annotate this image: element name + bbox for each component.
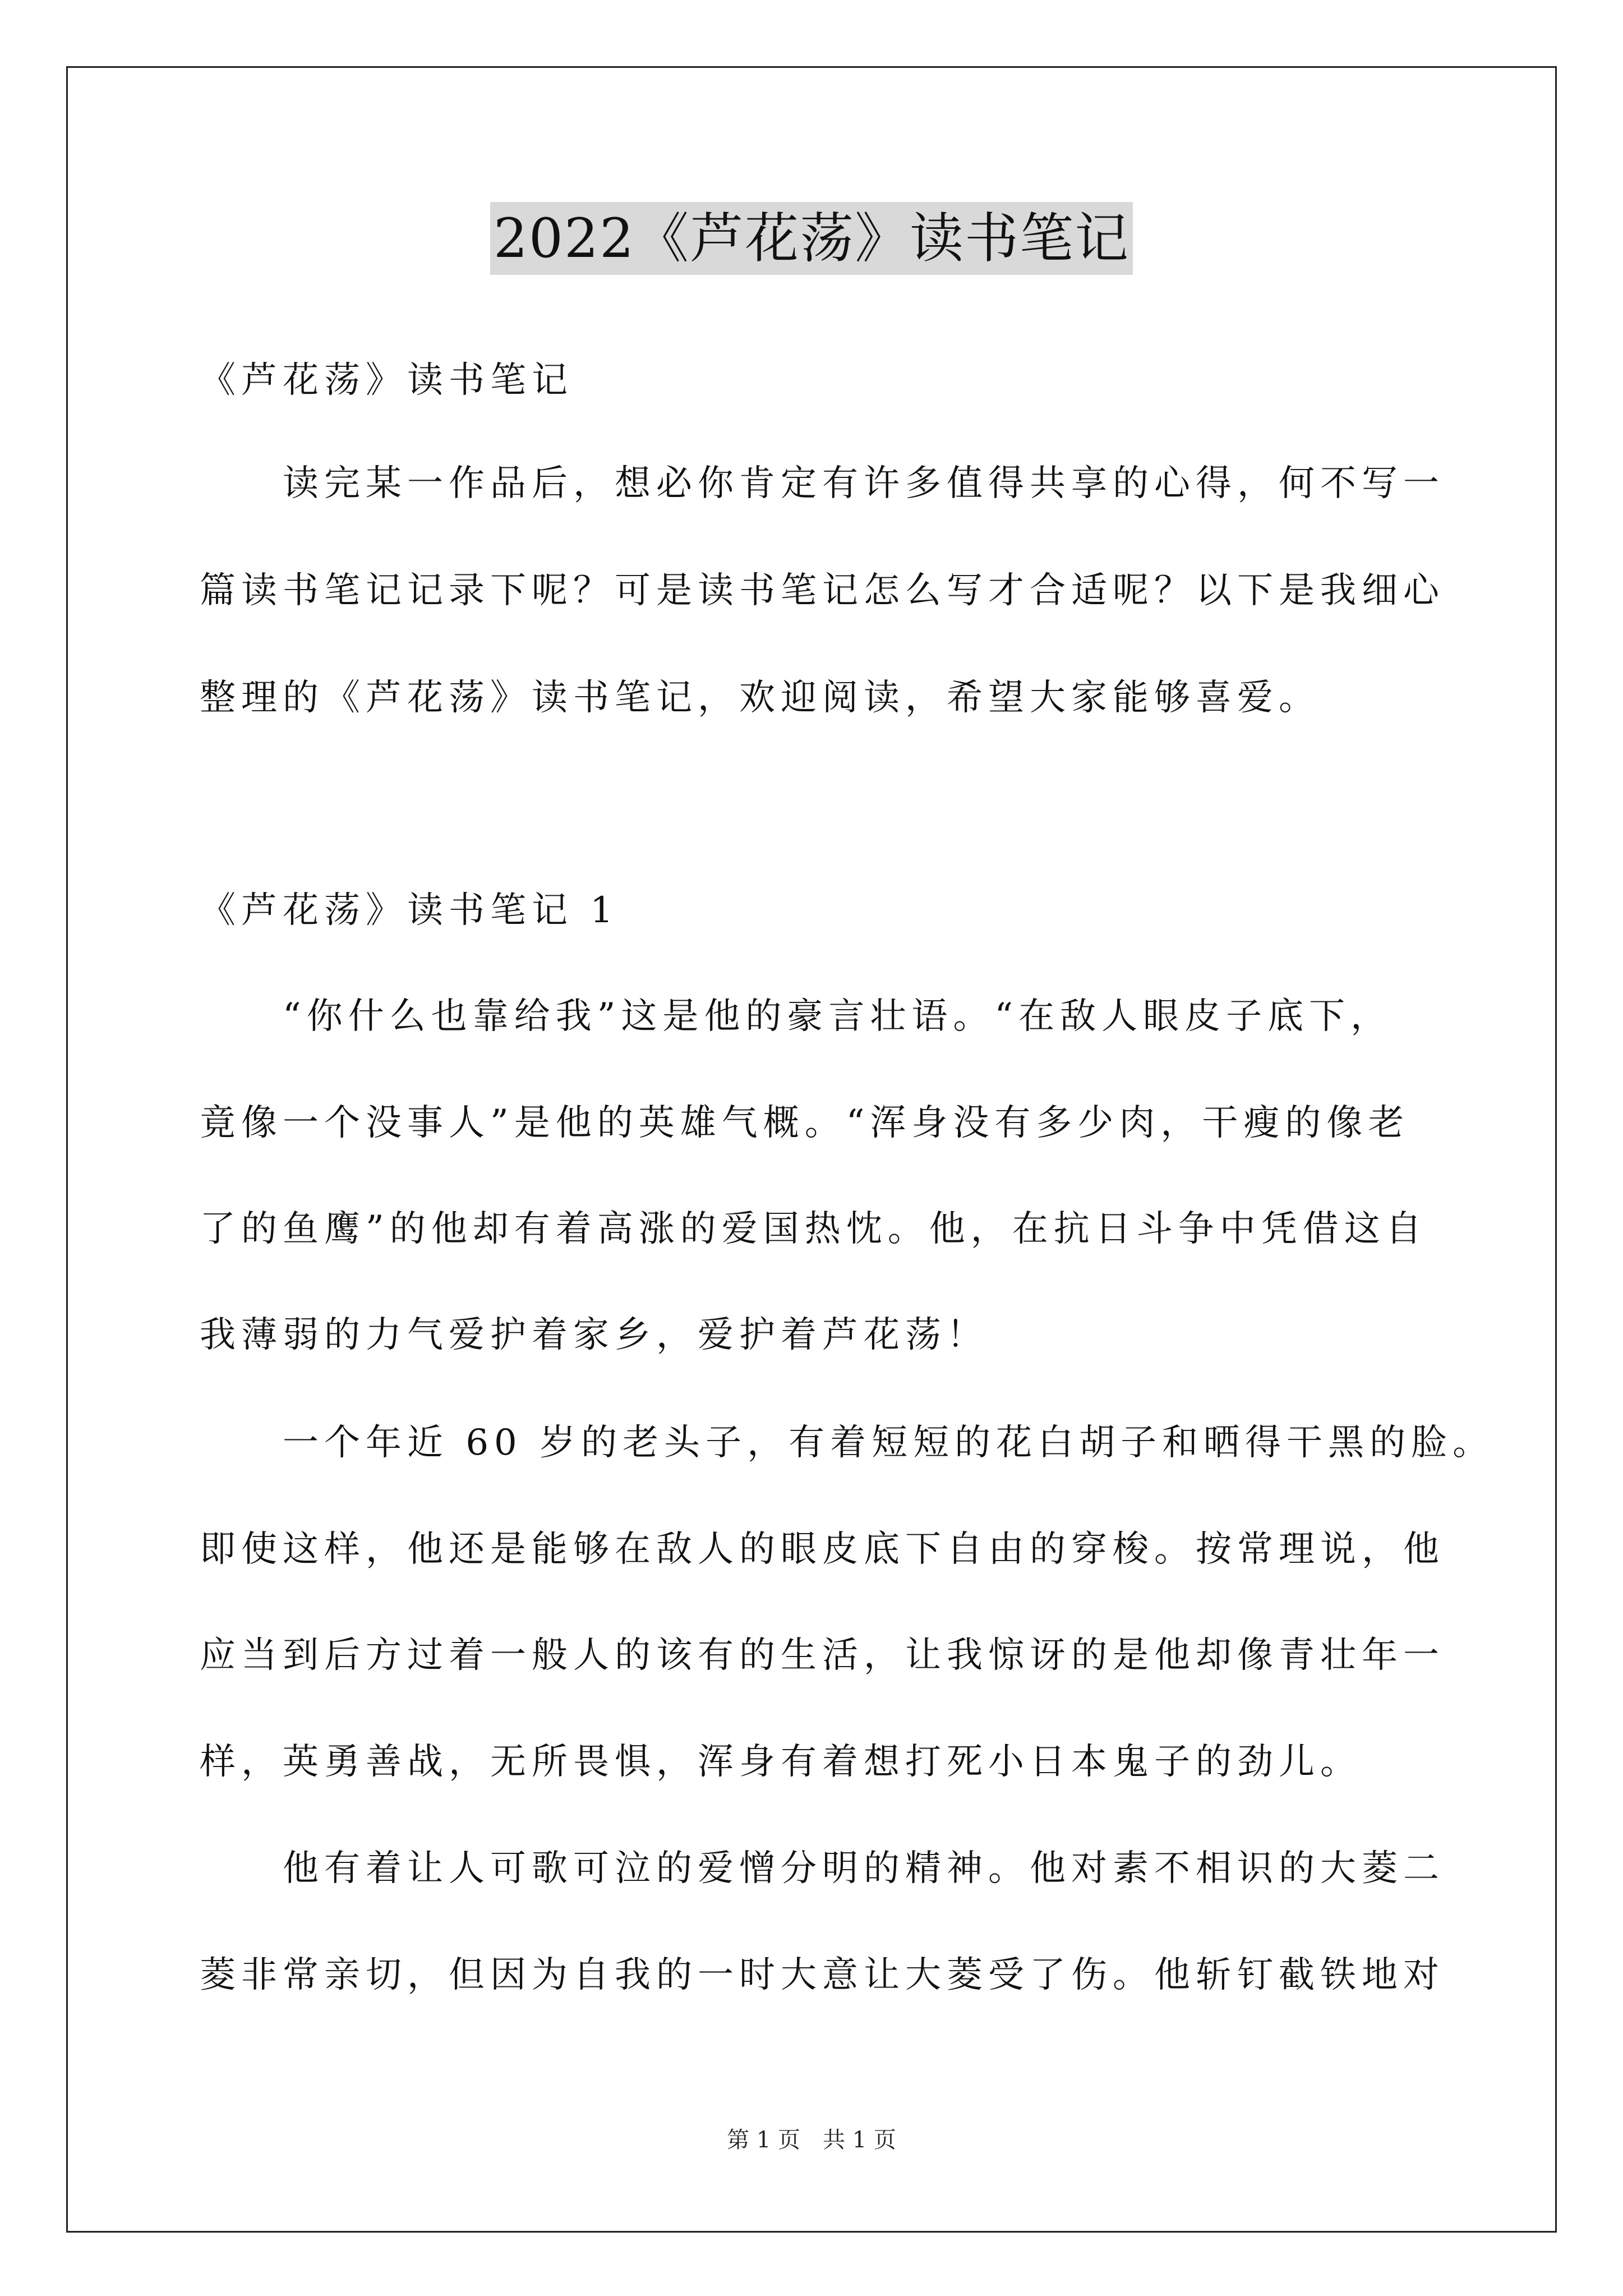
intro-line: 整理的《芦花荡》读书笔记，欢迎阅读，希望大家能够喜爱。 [200, 677, 1320, 719]
body-line: “你什么也靠给我”这是他的豪言壮语。“在敌人眼皮子底下， [200, 996, 1393, 1037]
page-footer: 第 1 页 共 1 页 [727, 2127, 896, 2153]
body-line: 样，英勇善战，无所畏惧，浑身有着想打死小日本鬼子的劲儿。 [200, 1741, 1362, 1783]
subheading: 《芦花荡》读书笔记 [200, 360, 573, 401]
body-line: 一个年近 60 岁的老头子，有着短短的花白胡子和晒得干黑的脸。 [200, 1422, 1495, 1464]
document-title: 2022《芦花荡》读书笔记 [490, 202, 1133, 275]
intro-line: 读完某一作品后，想必你肯定有许多值得共享的心得，何不写一 [200, 463, 1445, 504]
title-container [0, 202, 1623, 275]
body-line: 菱非常亲切，但因为自我的一时大意让大菱受了伤。他斩钉截铁地对 [200, 1954, 1445, 1996]
body-line: 他有着让人可歌可泣的爱憎分明的精神。他对素不相识的大菱二 [200, 1848, 1445, 1889]
body-line: 应当到后方过着一般人的该有的生活，让我惊讶的是他却像青壮年一 [200, 1635, 1445, 1676]
body-line: 即使这样，他还是能够在敌人的眼皮底下自由的穿梭。按常理说，他 [200, 1529, 1445, 1570]
intro-line: 篇读书笔记记录下呢？可是读书笔记怎么写才合适呢？以下是我细心 [200, 570, 1445, 611]
section-heading: 《芦花荡》读书笔记 1 [200, 890, 619, 931]
body-line: 竟像一个没事人”是他的英雄气概。“浑身没有多少肉，干瘦的像老 [200, 1102, 1410, 1144]
body-line: 我薄弱的力气爱护着家乡，爱护着芦花荡！ [200, 1314, 988, 1356]
body-line: 了的鱼鹰”的他却有着高涨的爱国热忱。他，在抗日斗争中凭借这自 [200, 1208, 1427, 1250]
